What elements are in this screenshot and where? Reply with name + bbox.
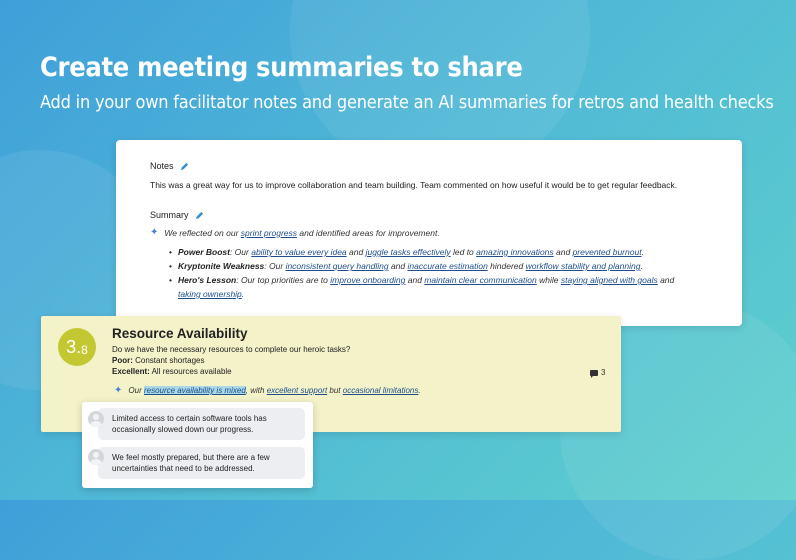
comment-count: 3 [601,368,606,377]
comment-count-button[interactable] [590,368,605,377]
edit-summary-icon[interactable] [195,211,204,220]
summary-intro-link[interactable]: sprint progress [240,227,297,238]
hero-title: Create meeting summaries to share [40,52,523,83]
resource-link[interactable]: occasional limitations [342,386,419,395]
avatar [88,411,104,427]
summary-link[interactable]: maintain clear communication [424,275,537,285]
notes-section [150,161,189,171]
summary-label: Summary [150,210,189,220]
comment-bubble: We feel mostly prepared, but there are a few uncertainties that need to be addressed. [98,447,305,479]
summary-intro [150,227,440,238]
edit-notes-icon[interactable] [180,162,189,171]
summary-link[interactable]: prevented burnout [572,247,642,257]
resource-question: Do we have the necessary resources to complete our heroic tasks? [112,345,351,354]
score-badge: 3. 8 [58,328,96,366]
summary-link[interactable]: improve onboarding [330,275,406,285]
summary-link[interactable]: ability to value every idea [251,247,347,257]
summary-bullet: • Hero's Lesson: Our top priorities are to improve onboarding and maintain clear communication while staying aligned with goals and taking ownership. [178,273,688,301]
summary-link[interactable]: inconsistent query handling [285,261,389,271]
summary-bullets [178,245,688,301]
summary-link[interactable]: taking ownership [178,289,242,299]
resource-link[interactable]: excellent support [266,386,328,395]
notes-label: Notes [150,161,174,171]
comment-icon [590,370,598,376]
summary-intro-text: We reflected on our sprint progress and identified areas for improvement. [164,227,440,238]
resource-highlight-link[interactable]: resource availability is mixed [143,386,246,395]
summary-bullet: • Kryptonite Weakness: Our inconsistent query handling and inaccurate estimation hindered workflow stability and planning. [178,259,688,273]
excellent-definition: Excellent: All resources available [112,367,232,376]
ai-sparkle-icon: ✦ [114,385,123,396]
summary-link[interactable]: workflow stability and planning [525,261,641,271]
notes-text: This was a great way for us to improve collaboration and team building. Team commented on how useful it would be to get regular feedback. [150,180,678,190]
ai-sparkle-icon: ✦ [150,227,159,238]
comment-bubble: Limited access to certain software tools has occasionally slowed down our progress. [98,408,305,440]
summary-link[interactable]: staying aligned with goals [560,275,658,285]
resource-ai-summary: ✦ Our resource availability is mixed, with excellent support but occasional limitations. [114,385,421,396]
summary-link[interactable]: inaccurate estimation [407,261,488,271]
summary-bullet: • Power Boost: Our ability to value every idea and juggle tasks effectively led to amazing innovations and prevented burnout. [178,245,688,259]
summary-link[interactable]: juggle tasks effectively [365,247,451,257]
summary-link[interactable]: amazing innovations [476,247,554,257]
hero-subtitle: Add in your own facilitator notes and generate an AI summaries for retros and health checks [40,92,774,113]
poor-definition: Poor: Constant shortages [112,356,205,365]
summary-section [150,210,204,220]
resource-title: Resource Availability [112,326,248,341]
avatar [88,449,104,465]
